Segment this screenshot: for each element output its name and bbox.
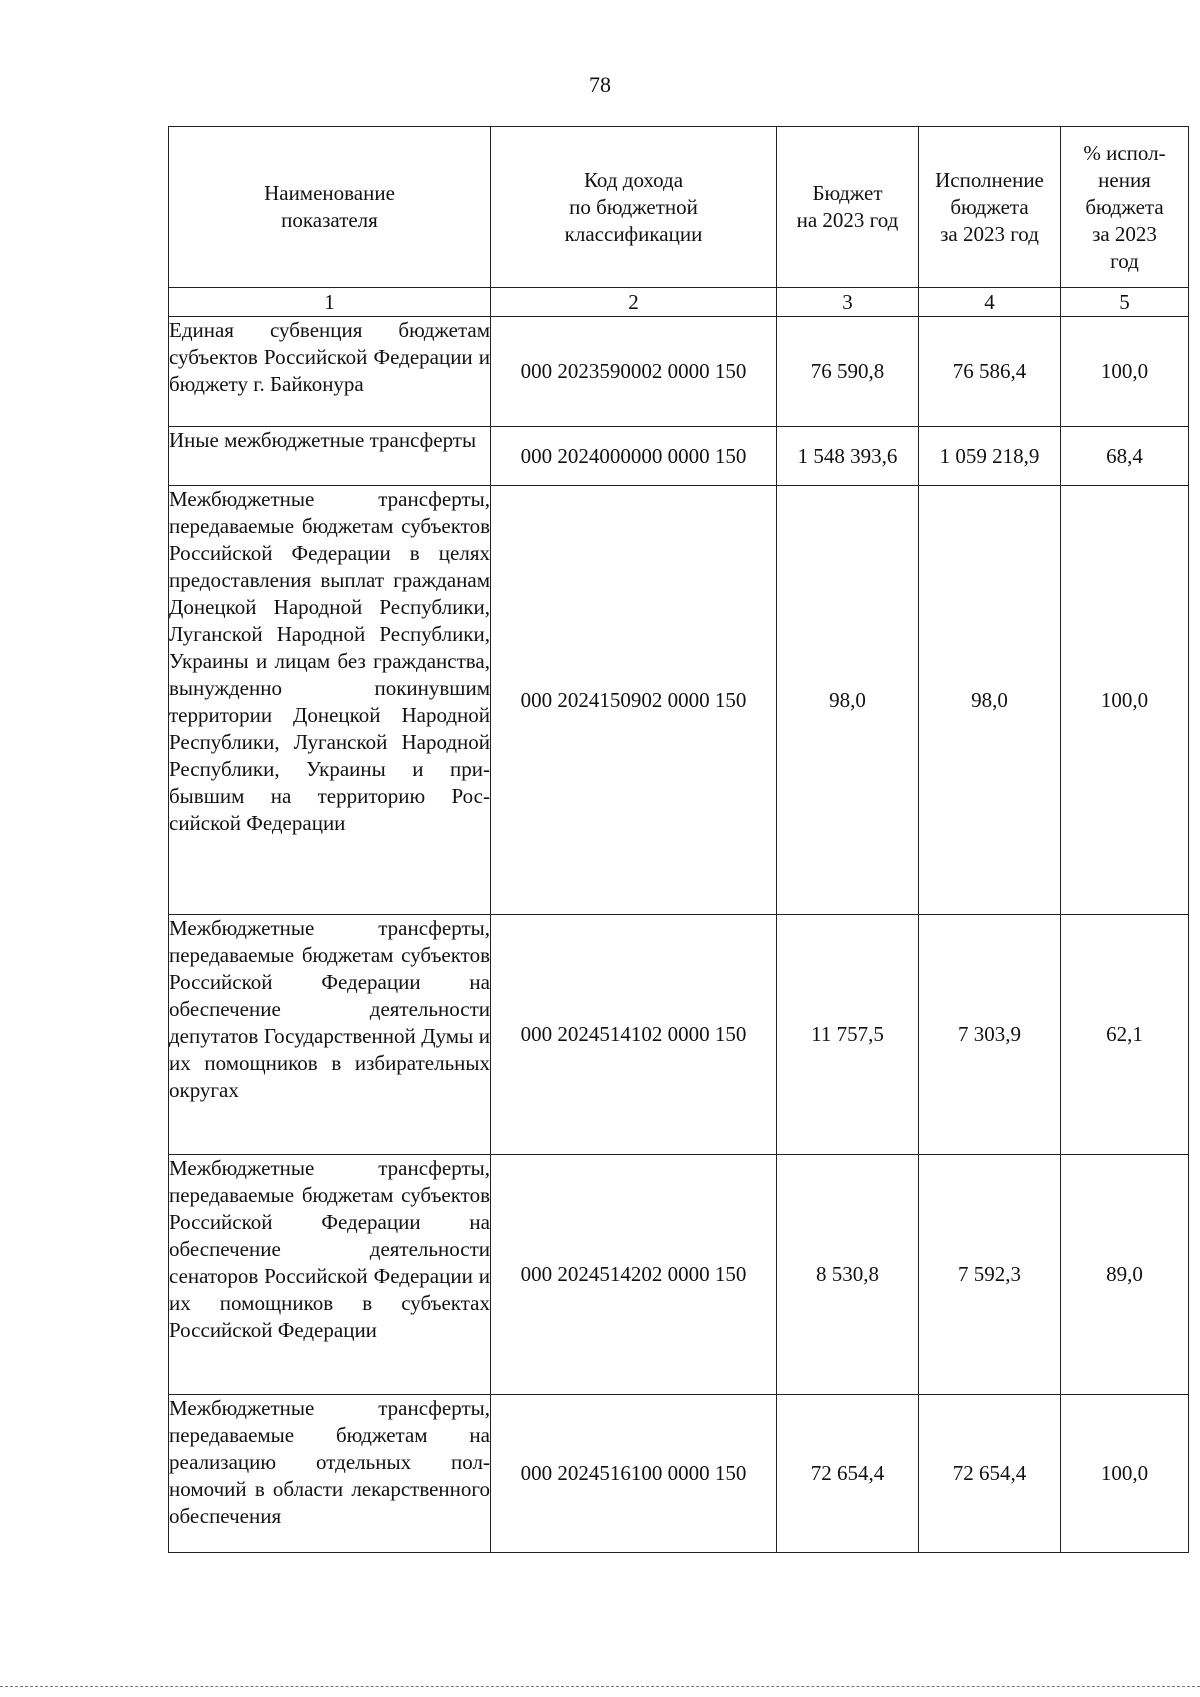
budget-value: 11 757,5 (777, 915, 919, 1155)
header-execution-2023: Исполнение бюджета за 2023 год (919, 127, 1061, 288)
indicator-name: Межбюджетные трансферты, передаваемые бюджетам субъектов Российской Федерации на обеспечение деятельности депутатов Государственной Думы и их помощников в избирательных округах (169, 915, 491, 1155)
table-row (169, 1155, 1189, 1395)
execution-percent: 62,1 (1061, 915, 1189, 1155)
table-row (169, 317, 1189, 427)
table-row (169, 486, 1189, 915)
table-row (169, 1395, 1189, 1553)
indicator-name: Межбюджетные трансферты, передаваемые бюджетам субъектов Российской Федерации в целях предоставления выплат гражданам Донецкой Народной Республики, Луганской Народной Республики, Украины и лицам без гражданства, вынужденно покинувшим территории Донецкой Народной Республики, Луганской Народной Республики, Украины и прибывшим на территорию Российской Федерации (169, 486, 491, 915)
budget-value: 1 548 393,6 (777, 427, 919, 486)
budget-value: 98,0 (777, 486, 919, 915)
column-number: 3 (777, 288, 919, 317)
column-number-row (169, 288, 1189, 317)
execution-value: 7 303,9 (919, 915, 1061, 1155)
income-code: 000 2023590002 0000 150 (491, 317, 777, 427)
execution-percent: 100,0 (1061, 317, 1189, 427)
execution-value: 7 592,3 (919, 1155, 1061, 1395)
header-indicator-name: Наименование показателя (169, 127, 491, 288)
table-row (169, 427, 1189, 486)
income-code: 000 2024516100 0000 150 (491, 1395, 777, 1553)
indicator-name: Межбюджетные трансферты, передаваемые бюджетам субъектов Российской Федерации на обеспечение деятельности сенаторов Российской Федерации и их помощников в субъектах Российской Федерации (169, 1155, 491, 1395)
column-number: 4 (919, 288, 1061, 317)
execution-value: 72 654,4 (919, 1395, 1061, 1553)
column-number: 2 (491, 288, 777, 317)
income-code: 000 2024000000 0000 150 (491, 427, 777, 486)
execution-percent: 100,0 (1061, 1395, 1189, 1553)
indicator-name: Единая субвенция бюджетам субъектов Российской Федерации и бюджету г. Байконура (169, 317, 491, 427)
income-code: 000 2024514102 0000 150 (491, 915, 777, 1155)
budget-value: 72 654,4 (777, 1395, 919, 1553)
page-bottom-rule (0, 1686, 1200, 1687)
header-row (169, 127, 1189, 288)
header-income-code: Код дохода по бюджетной классификации (491, 127, 777, 288)
budget-execution-table (168, 126, 1189, 1553)
table-row (169, 915, 1189, 1155)
indicator-name: Иные межбюджетные трансферты (169, 427, 491, 486)
execution-value: 1 059 218,9 (919, 427, 1061, 486)
header-execution-percent: % испол- нения бюджета за 2023 год (1061, 127, 1189, 288)
header-budget-2023: Бюджет на 2023 год (777, 127, 919, 288)
income-code: 000 2024150902 0000 150 (491, 486, 777, 915)
execution-percent: 100,0 (1061, 486, 1189, 915)
budget-value: 76 590,8 (777, 317, 919, 427)
execution-percent: 89,0 (1061, 1155, 1189, 1395)
income-code: 000 2024514202 0000 150 (491, 1155, 777, 1395)
execution-value: 98,0 (919, 486, 1061, 915)
page-number: 78 (589, 72, 611, 97)
execution-percent: 68,4 (1061, 427, 1189, 486)
execution-value: 76 586,4 (919, 317, 1061, 427)
column-number: 1 (169, 288, 491, 317)
indicator-name: Межбюджетные трансферты, передаваемые бюджетам на реализацию отдельных полномочий в области лекарственного обеспечения (169, 1395, 491, 1553)
column-number: 5 (1061, 288, 1189, 317)
budget-value: 8 530,8 (777, 1155, 919, 1395)
